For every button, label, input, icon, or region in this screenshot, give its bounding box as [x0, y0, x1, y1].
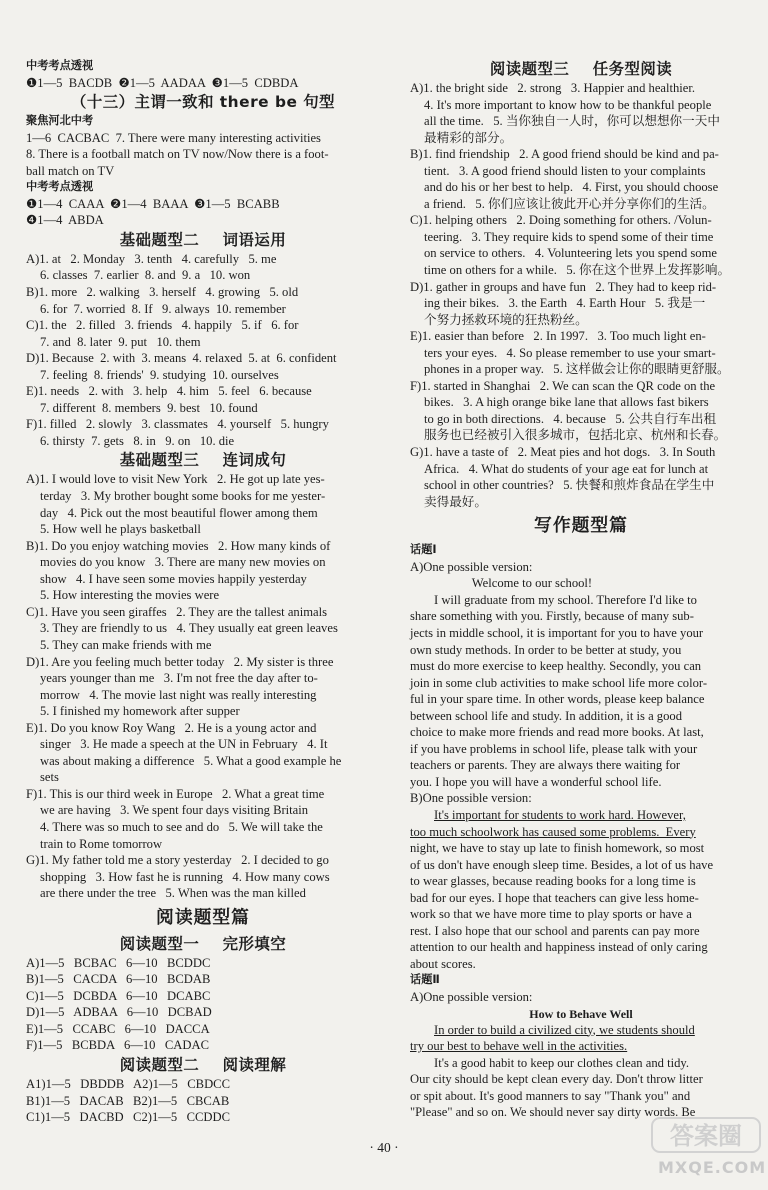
text-line: 4. There was so much to see and do 5. We will take the — [40, 819, 323, 834]
section-label: 话题Ⅱ — [410, 973, 440, 987]
text-line: train to Rome tomorrow — [40, 836, 163, 851]
text-line: F)1—5 BCBDA 6—10 CADAC — [26, 1038, 209, 1053]
section-heading: 阅读题型篇 — [156, 906, 250, 928]
text-line: 5. They can make friends with me — [40, 637, 212, 652]
text-line: E)1. needs 2. with 3. help 4. him 5. feel 6. because — [26, 384, 312, 399]
text-line: you. I hope you will have a wonderful school life. — [410, 774, 662, 789]
text-line: 最精彩的部分。 — [424, 130, 513, 145]
text-line: 7. and 8. later 9. put 10. them — [40, 334, 201, 349]
text-line: A)One possible version: — [410, 989, 533, 1004]
text-line: ❶1—4 CAAA ❷1—4 BAAA ❸1—5 BCABB — [26, 196, 280, 211]
text-line: 7. different 8. members 9. best 10. found — [40, 400, 258, 415]
text-line: to wear glasses, because reading books for a long time is — [410, 874, 696, 889]
text-line: ing their bikes. 3. the Earth 4. Earth Hour 5. 我是一 — [424, 296, 706, 311]
text-line: teering. 3. They require kids to spend some of their time — [424, 229, 714, 244]
page-number: · 40 · — [369, 1140, 399, 1155]
text-line: D)1. Are you feeling much better today 2. My sister is three — [26, 654, 334, 669]
text-line: shopping 3. How fast he is running 4. How many cows — [40, 869, 330, 884]
text-line: 1—6 CACBAC 7. There were many interesting activities — [26, 130, 321, 145]
text-line: all the time. 5. 当你独自一人时，你可以想想你一天中 — [424, 114, 720, 129]
section-heading: 基础题型三 连词成句 — [119, 451, 287, 470]
text-line: singer 3. He made a speech at the UN in February 4. It — [40, 737, 328, 752]
text-line: own study methods. In order to be better at study, you — [410, 642, 682, 657]
text-line: and do his or her best to help. 4. First, you should choose — [424, 180, 719, 195]
text-line: was about making a difference 5. What a good example he — [40, 753, 342, 768]
essay-title: How to Behave Well — [529, 1006, 633, 1021]
text-line: A1)1—5 DBDDB A2)1—5 CBDCC — [26, 1076, 230, 1091]
text-line: A)1—5 BCBAC 6—10 BCDDC — [26, 955, 211, 970]
text-line: D)1—5 ADBAA 6—10 DCBAD — [26, 1005, 212, 1020]
text-line: night, we have to stay up late to finish homework, so most — [410, 841, 705, 856]
text-line: 3. They are friendly to us 4. They usually eat green leaves — [40, 621, 338, 636]
text-line: G)1. My father told me a story yesterday 2. I decided to go — [26, 853, 329, 868]
section-label: 中考考点透视 — [26, 59, 94, 72]
text-line: B)1. more 2. walking 3. herself 4. growing 5. old — [26, 285, 299, 300]
text-line: of us don't have enough sleep time. Besides, a lot of us have — [410, 857, 714, 872]
text-line: 8. There is a football match on TV now/Now there is a foot- — [26, 147, 329, 162]
text-line: 6. thirsty 7. gets 8. in 9. on 10. die — [40, 433, 235, 448]
text-line: C)1. Have you seen giraffes 2. They are the tallest animals — [26, 604, 327, 619]
text-line: D)1. Because 2. with 3. means 4. relaxed 5. at 6. confident — [26, 351, 337, 366]
essay-line: It's a good habit to keep our clothes clean and tidy. — [434, 1055, 690, 1070]
text-line: are there under the tree 5. When was the man killed — [40, 886, 306, 901]
text-line: between school life and study. In addition, it is a good — [410, 708, 682, 723]
section-heading: 阅读题型二 阅读理解 — [119, 1055, 287, 1074]
text-line: C1)1—5 DACBD C2)1—5 CCDDC — [26, 1110, 230, 1125]
essay-line: It's important for students to work hard. However, — [434, 807, 686, 822]
text-line: teachers or parents. They are always there waiting for — [410, 758, 681, 773]
text-line: share something with you. Firstly, because of many sub- — [410, 609, 694, 624]
text-line: tient. 3. A good friend should listen to your complaints — [424, 163, 706, 178]
section-label: 聚焦河北中考 — [26, 114, 94, 128]
watermark-logo-icon — [650, 1114, 762, 1156]
text-line: we are having 3. We spent four days visiting Britain — [40, 803, 309, 818]
text-line: choice to make more friends and read more books. At last, — [410, 725, 704, 740]
section-label: 话题Ⅰ — [410, 543, 437, 557]
essay-line: I will graduate from my school. Therefore I'd like to — [434, 592, 697, 607]
text-line: Africa. 4. What do students of your age eat for lunch at — [424, 461, 709, 476]
text-line: 4. It's more important to know how to be thankful people — [424, 97, 712, 112]
text-line: A)1. the bright side 2. strong 3. Happier and healthier. — [410, 81, 696, 95]
watermark-url: MXQE.COM — [658, 1158, 767, 1177]
text-line: A)1. I would love to visit New York 2. He got up late yes- — [26, 472, 325, 487]
text-line: ball match on TV — [26, 163, 115, 178]
text-line: show 4. I have seen some movies happily yesterday — [40, 571, 307, 586]
text-line: A)1. at 2. Monday 3. tenth 4. carefully 5. me — [26, 251, 277, 266]
text-line: work so that we have more time to play sports or have a — [410, 907, 692, 922]
text-line: phones in a proper way. 5. 这样做会让你的眼睛更舒服。 — [424, 362, 730, 377]
text-line: or spit about. It's good manners to say "Thank you" and — [410, 1088, 691, 1103]
essay-line: Welcome to our school! — [434, 576, 593, 591]
text-line: F)1. started in Shanghai 2. We can scan the QR code on the — [410, 378, 716, 393]
text-line: B1)1—5 DACAB B2)1—5 CBCAB — [26, 1093, 230, 1108]
text-line: ful in your spare time. In other words, please keep balance — [410, 692, 705, 707]
text-line: E)1. easier than before 2. In 1997. 3. Too much light en- — [410, 329, 706, 344]
text-line: 5. How well he plays basketball — [40, 522, 201, 537]
text-line: 服务也已经被引入很多城市，包括北京、杭州和长春。 — [424, 428, 727, 443]
text-line: about scores. — [410, 956, 476, 971]
text-line: B)One possible version: — [410, 791, 532, 806]
text-line: time on others for a while. 5. 你在这个世界上发挥影响。 — [424, 263, 731, 278]
essay-line: try our best to behave well in the activities. — [410, 1039, 628, 1054]
text-line: C)1. helping others 2. Doing something for others. /Volun- — [410, 213, 712, 228]
text-line: on service to others. 4. Volunteering lets you spend some — [424, 246, 717, 261]
left-column — [26, 58, 380, 1126]
text-line: 个努力拯救环境的狂热粉丝。 — [424, 312, 588, 327]
watermark-logo-text: 答案圈 — [670, 1122, 742, 1150]
essay-line: too much schoolwork has caused some problems. Every — [410, 824, 696, 839]
text-line: school in other countries? 5. 快餐和煎炸食品在学生中 — [424, 478, 715, 493]
text-line: bad for our eyes. I hope that teachers can give less home- — [410, 890, 699, 905]
section-heading: 写作题型篇 — [534, 515, 628, 537]
text-line: F)1. This is our third week in Europe 2. What a great time — [26, 786, 325, 801]
section-heading: 阅读题型三 任务型阅读 — [489, 60, 673, 78]
text-line: 6. for 7. worried 8. If 9. always 10. remember — [40, 301, 286, 316]
text-line: attention to our health and happiness instead of only caring — [410, 940, 708, 955]
text-line: "Please" and so on. We should never say dirty words. Be — [410, 1105, 696, 1120]
text-line: Our city should be kept clean every day. Don't throw litter — [410, 1072, 703, 1087]
essay-line: In order to build a civilized city, we students should — [434, 1022, 695, 1037]
text-line: day 4. Pick out the most beautiful flower among them — [40, 505, 318, 520]
text-line: A)One possible version: — [410, 559, 533, 574]
text-line: C)1. the 2. filled 3. friends 4. happily 5. if 6. for — [26, 318, 299, 333]
text-line: to go in both directions. 4. because 5. 公共自行车出租 — [424, 411, 717, 426]
text-line: years younger than me 3. I'm not free the day after to- — [40, 671, 318, 686]
text-line: G)1. have a taste of 2. Meat pies and hot dogs. 3. In South — [410, 445, 716, 460]
text-line: jects in middle school, it is important for you to have your — [410, 625, 704, 640]
text-line: if you have problems in school life, please talk with your — [410, 741, 698, 756]
text-line: morrow 4. The movie last night was really interesting — [40, 687, 317, 702]
section-heading: 阅读题型一 完形填空 — [119, 934, 287, 953]
text-line: C)1—5 DCBDA 6—10 DCABC — [26, 988, 211, 1003]
text-line: 5. How interesting the movies were — [40, 588, 220, 603]
text-line: bikes. 3. A high orange bike lane that allows fast bikers — [424, 395, 709, 410]
text-line: 7. feeling 8. friends' 9. studying 10. ourselves — [40, 367, 279, 382]
right-column — [410, 58, 752, 1121]
section-label: 中考考点透视 — [26, 180, 94, 194]
text-line: 卖得最好。 — [424, 494, 487, 509]
text-line: ❹1—4 ABDA — [26, 213, 104, 228]
text-line: join in some club activities to make school life more color- — [410, 675, 708, 690]
text-line: ❶1—5 BACDB ❷1—5 AADAA ❸1—5 CDBDA — [26, 75, 299, 90]
text-line: terday 3. My brother bought some books for me yester- — [40, 489, 326, 504]
text-line: must do more exercise to keep healthy. Secondly, you can — [410, 659, 702, 674]
text-line: 5. I finished my homework after supper — [40, 704, 240, 719]
text-line: B)1. Do you enjoy watching movies 2. How many kinds of — [26, 538, 331, 553]
text-line: rest. I also hope that our school and parents can pay more — [410, 923, 700, 938]
text-line: B)1—5 CACDA 6—10 BCDAB — [26, 972, 211, 987]
text-line: movies do you know 3. There are many new movies on — [40, 555, 326, 570]
text-line: 6. classes 7. earlier 8. and 9. a 10. won — [40, 268, 251, 283]
text-line: D)1. gather in groups and have fun 2. They had to keep rid- — [410, 279, 717, 294]
text-line: E)1. Do you know Roy Wang 2. He is a young actor and — [26, 720, 317, 735]
section-heading: 基础题型二 词语运用 — [119, 230, 287, 249]
text-line: B)1. find friendship 2. A good friend should be kind and pa- — [410, 147, 719, 162]
text-line: F)1. filled 2. slowly 3. classmates 4. yourself 5. hungry — [26, 417, 329, 432]
text-line: ters your eyes. 4. So please remember to use your smart- — [424, 345, 716, 360]
text-line: E)1—5 CCABC 6—10 DACCA — [26, 1021, 210, 1036]
text-line: a friend. 5. 你们应该让彼此开心并分享你们的生活。 — [424, 196, 715, 211]
text-line: sets — [40, 770, 59, 785]
section-heading: （十三）主谓一致和 there be 句型 — [70, 93, 336, 112]
site-watermark — [650, 1114, 767, 1184]
